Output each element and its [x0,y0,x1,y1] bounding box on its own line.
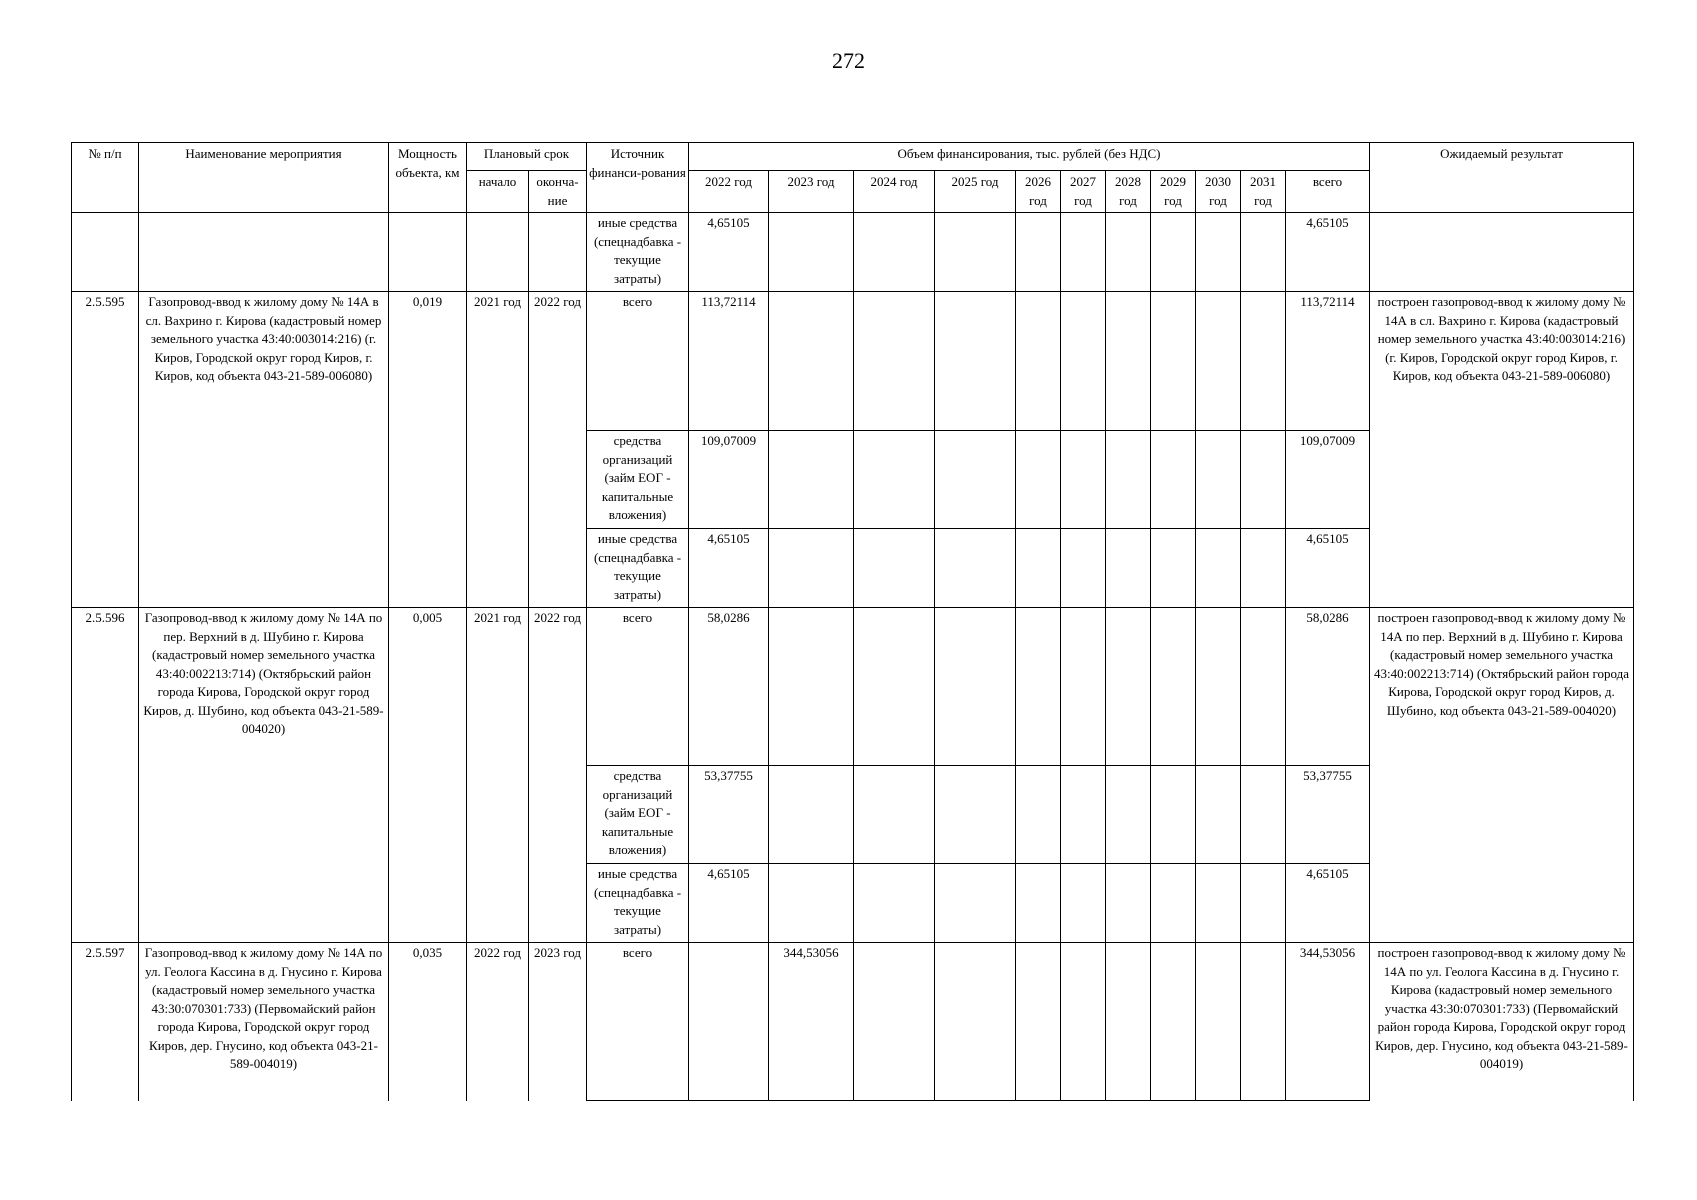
table-row [72,213,1634,292]
source-cell: средства организаций (займ ЕОГ - капитальные вложения) [587,766,689,864]
item-capacity: 0,005 [389,608,467,943]
header-name: Наименование мероприятия [139,143,389,213]
value-total: 53,37755 [1286,766,1370,864]
value-2022: 4,65105 [689,529,769,608]
header-year-2031: 2031 год [1241,171,1286,213]
header-year-2028: 2028 год [1106,171,1151,213]
value-2022 [689,943,769,1101]
source-cell: всего [587,943,689,1101]
item-end: 2023 год [529,943,587,1101]
table-row [72,943,1634,1101]
page-number: 272 [832,48,865,73]
item-number: 2.5.595 [72,292,139,608]
header-year-2025: 2025 год [935,171,1016,213]
item-start: 2021 год [467,608,529,943]
value-2022: 109,07009 [689,431,769,529]
item-start: 2022 год [467,943,529,1101]
item-name: Газопровод-ввод к жилому дому № 14А в сл. Вахрино г. Кирова (кадастровый номер земельного участка 43:40:003014:216) (г. Киров, Городской округ город Киров, г. Киров, код объекта 043-21-589-006080) [139,292,389,608]
item-end: 2022 год [529,292,587,608]
header-capacity: Мощность объекта, км [389,143,467,213]
expected-result: построен газопровод-ввод к жилому дому № 14А по ул. Геолога Кассина в д. Гнусино г. Кирова (кадастровый номер земельного участка 43:30:070301:733) (Первомайский район города Кирова, Городской округ город Киров, дер. Гнусино, код объекта 043-21-589-004019) [1370,943,1634,1101]
expected-result: построен газопровод-ввод к жилому дому № 14А по пер. Верхний в д. Шубино г. Кирова (кадастровый номер земельного участка 43:40:002213:714) (Октябрьский район города Кирова, Городской округ город Киров, д. Шубино, код объекта 043-21-589-004020) [1370,608,1634,943]
source-cell: иные средства (спецнадбавка - текущие затраты) [587,529,689,608]
header-source: Источник финанси-рования [587,143,689,213]
value-2022: 4,65105 [689,864,769,943]
item-start: 2021 год [467,292,529,608]
value-total: 4,65105 [1286,529,1370,608]
value-2023 [769,766,854,864]
value-2022: 113,72114 [689,292,769,431]
header-year-2022: 2022 год [689,171,769,213]
value-2023 [769,864,854,943]
value-total: 58,0286 [1286,608,1370,766]
item-capacity: 0,035 [389,943,467,1101]
value-total: 4,65105 [1286,213,1370,292]
source-cell: средства организаций (займ ЕОГ - капитальные вложения) [587,431,689,529]
value-2022: 53,37755 [689,766,769,864]
source-cell: иные средства (спецнадбавка - текущие затраты) [587,864,689,943]
table-row [72,292,1634,431]
header-year-2029: 2029 год [1151,171,1196,213]
value-2023 [769,529,854,608]
header-planned-term: Плановый срок [467,143,587,171]
item-number: 2.5.597 [72,943,139,1101]
header-year-2026: 2026 год [1016,171,1061,213]
item-end: 2022 год [529,608,587,943]
header-result: Ожидаемый результат [1370,143,1634,213]
item-capacity: 0,019 [389,292,467,608]
header-year-2030: 2030 год [1196,171,1241,213]
item-number: 2.5.596 [72,608,139,943]
header-funding: Объем финансирования, тыс. рублей (без НДС) [689,143,1370,171]
value-2023 [769,292,854,431]
financing-table [71,142,1634,1101]
value-total: 109,07009 [1286,431,1370,529]
header-num: № п/п [72,143,139,213]
expected-result: построен газопровод-ввод к жилому дому № 14А в сл. Вахрино г. Кирова (кадастровый номер земельного участка 43:40:003014:216) (г. Киров, Городской округ город Киров, г. Киров, код объекта 043-21-589-006080) [1370,292,1634,608]
item-name: Газопровод-ввод к жилому дому № 14А по пер. Верхний в д. Шубино г. Кирова (кадастровый номер земельного участка 43:40:002213:714) (Октябрьский район города Кирова, Городской округ город Киров, д. Шубино, код объекта 043-21-589-004020) [139,608,389,943]
value-2022: 4,65105 [689,213,769,292]
value-2023 [769,608,854,766]
value-total: 4,65105 [1286,864,1370,943]
header-end: оконча-ние [529,171,587,213]
header-year-2023: 2023 год [769,171,854,213]
header-year-2027: 2027 год [1061,171,1106,213]
source-cell: всего [587,608,689,766]
header-year-2024: 2024 год [854,171,935,213]
header-total: всего [1286,171,1370,213]
value-total: 113,72114 [1286,292,1370,431]
source-cell: иные средства (спецнадбавка - текущие затраты) [587,213,689,292]
item-name: Газопровод-ввод к жилому дому № 14А по ул. Геолога Кассина в д. Гнусино г. Кирова (кадастровый номер земельного участка 43:30:070301:733) (Первомайский район города Кирова, Городской округ город Киров, дер. Гнусино, код объекта 043-21-589-004019) [139,943,389,1101]
source-cell: всего [587,292,689,431]
value-2023: 344,53056 [769,943,854,1101]
table-row [72,608,1634,766]
value-2023 [769,431,854,529]
value-2022: 58,0286 [689,608,769,766]
value-total: 344,53056 [1286,943,1370,1101]
header-start: начало [467,171,529,213]
